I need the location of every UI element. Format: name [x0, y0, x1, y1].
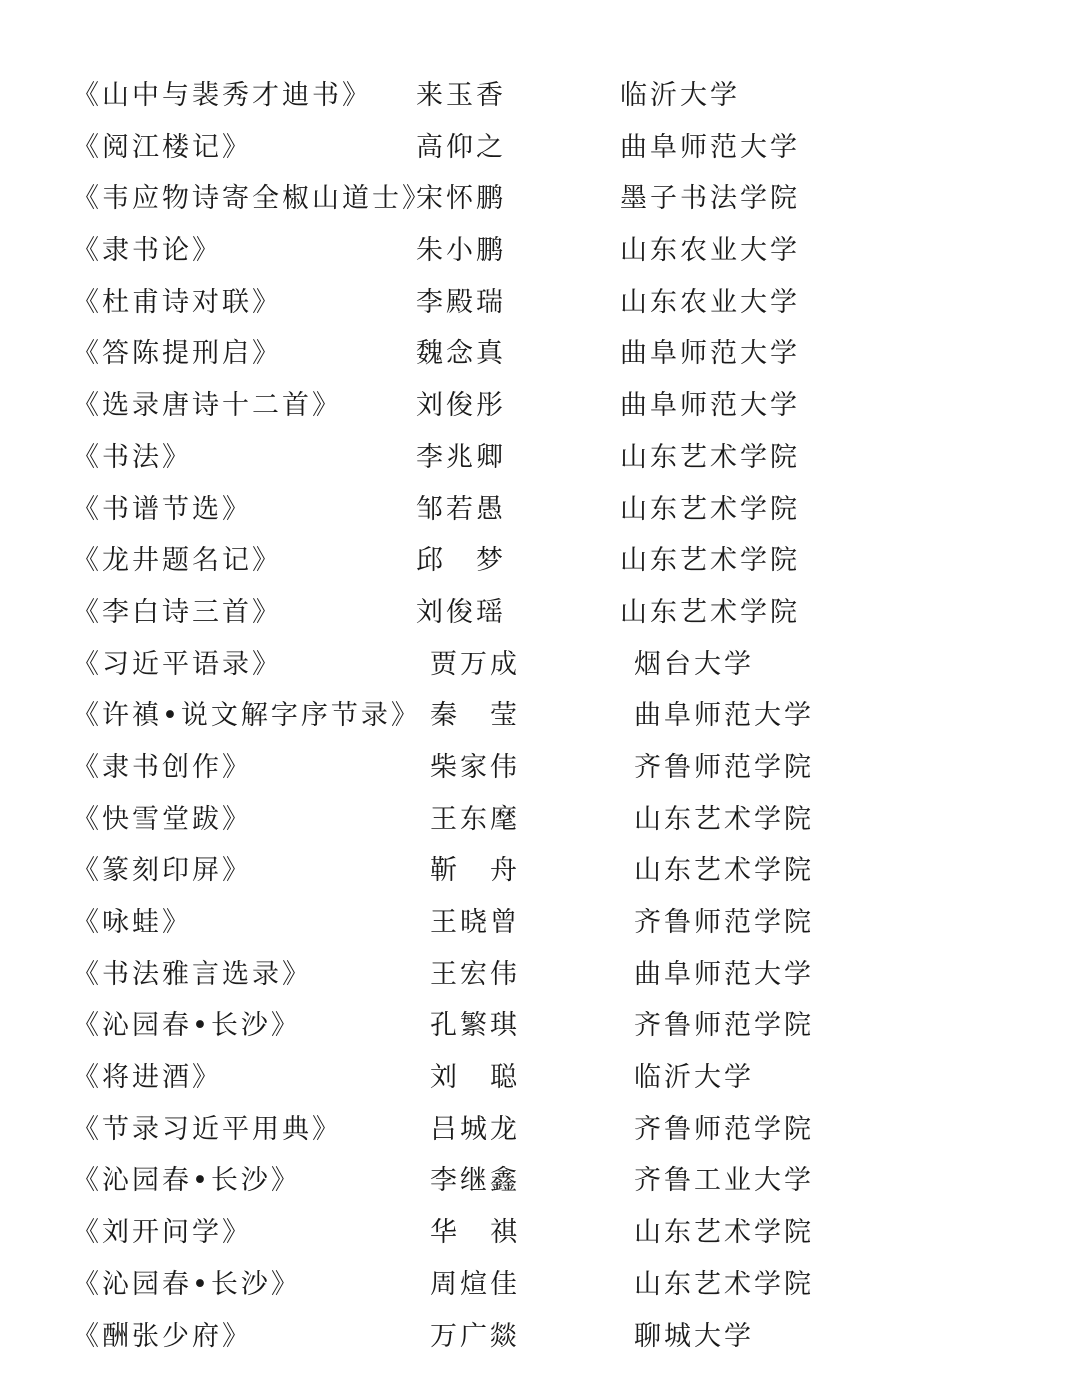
institution: 曲阜师范大学	[634, 700, 814, 732]
author-name: 高仰之	[416, 131, 506, 163]
work-title: 《咏蛙》	[72, 907, 192, 938]
author-name: 秦 莹	[430, 700, 520, 732]
list-row	[0, 1052, 1080, 1104]
author-name: 吕城龙	[430, 1113, 520, 1145]
author-name: 宋怀鹏	[416, 183, 506, 215]
author-name: 朱小鹏	[416, 235, 506, 267]
author-name: 刘 聪	[430, 1062, 520, 1094]
work-title: 《沁园春•长沙》	[72, 1268, 301, 1300]
work-title: 《许禛•说文解字序节录》	[72, 700, 421, 732]
list-row	[0, 1104, 1080, 1156]
work-title: 《酬张少府》	[72, 1320, 252, 1352]
work-title: 《阅江楼记》	[72, 131, 252, 163]
author-name: 王东麾	[430, 803, 520, 835]
author-name: 王宏伟	[430, 958, 520, 990]
work-title: 《书法雅言选录》	[72, 958, 312, 990]
list-row	[0, 328, 1080, 380]
list-row	[0, 122, 1080, 174]
institution: 山东艺术学院	[620, 596, 800, 628]
work-title: 《李白诗三首》	[72, 596, 282, 628]
author-name: 王晓曾	[430, 907, 520, 938]
author-name: 魏念真	[416, 338, 506, 370]
list-row	[0, 949, 1080, 1001]
list-row	[0, 690, 1080, 742]
work-title: 《韦应物诗寄全椒山道士》	[72, 183, 432, 215]
work-title: 《书谱节选》	[72, 493, 252, 525]
author-name: 贾万成	[430, 648, 520, 680]
list-row	[0, 587, 1080, 639]
list-row	[0, 794, 1080, 846]
institution: 山东艺术学院	[634, 855, 814, 887]
list-row	[0, 1207, 1080, 1259]
institution: 齐鲁师范学院	[634, 1010, 814, 1042]
work-title: 《沁园春•长沙》	[72, 1010, 301, 1042]
institution: 烟台大学	[634, 648, 754, 680]
work-title: 《刘开问学》	[72, 1217, 252, 1249]
institution: 聊城大学	[634, 1320, 754, 1352]
work-title: 《节录习近平用典》	[72, 1113, 342, 1145]
institution: 山东艺术学院	[620, 493, 800, 525]
institution: 临沂大学	[634, 1062, 754, 1094]
author-name: 周煊佳	[430, 1268, 520, 1300]
author-name: 孔繁琪	[430, 1010, 520, 1042]
work-title: 《答陈提刑启》	[72, 338, 282, 370]
work-title: 《隶书创作》	[72, 751, 252, 783]
list-row	[0, 484, 1080, 536]
institution: 齐鲁师范学院	[634, 1113, 814, 1145]
author-name: 邹若愚	[416, 493, 506, 525]
list-row	[0, 897, 1080, 949]
institution: 曲阜师范大学	[634, 958, 814, 990]
work-title: 《选录唐诗十二首》	[72, 390, 342, 422]
author-name: 柴家伟	[430, 751, 520, 783]
list-row	[0, 1311, 1080, 1363]
author-name: 来玉香	[416, 80, 506, 111]
author-name: 李殿瑞	[416, 286, 506, 318]
work-title: 《龙井题名记》	[72, 545, 282, 577]
institution: 墨子书法学院	[620, 183, 800, 215]
work-title: 《山中与裴秀才迪书》	[72, 80, 372, 111]
institution: 山东艺术学院	[634, 1268, 814, 1300]
institution: 齐鲁师范学院	[634, 751, 814, 783]
author-name: 邱 梦	[416, 545, 506, 577]
institution: 曲阜师范大学	[620, 390, 800, 422]
work-title: 《快雪堂跋》	[72, 803, 252, 835]
list-row	[0, 70, 1080, 122]
work-title: 《杜甫诗对联》	[72, 286, 282, 318]
work-title: 《书法》	[72, 441, 192, 473]
list-row	[0, 432, 1080, 484]
list-row	[0, 277, 1080, 329]
list-row	[0, 1259, 1080, 1311]
list-row	[0, 1155, 1080, 1207]
author-name: 靳 舟	[430, 855, 520, 887]
list-row	[0, 1000, 1080, 1052]
institution: 齐鲁工业大学	[634, 1165, 814, 1197]
author-name: 华 祺	[430, 1217, 520, 1249]
institution: 山东艺术学院	[620, 441, 800, 473]
list-row	[0, 639, 1080, 691]
author-name: 万广燚	[430, 1320, 520, 1352]
list-row	[0, 380, 1080, 432]
institution: 齐鲁师范学院	[634, 907, 814, 938]
work-title: 《篆刻印屏》	[72, 855, 252, 887]
author-name: 刘俊彤	[416, 390, 506, 422]
work-title: 《沁园春•长沙》	[72, 1165, 301, 1197]
author-name: 李兆卿	[416, 441, 506, 473]
work-title: 《习近平语录》	[72, 648, 282, 680]
institution: 曲阜师范大学	[620, 131, 800, 163]
work-title: 《隶书论》	[72, 235, 222, 267]
list-row	[0, 173, 1080, 225]
author-name: 刘俊瑶	[416, 596, 506, 628]
award-list	[0, 70, 1080, 1362]
list-row	[0, 535, 1080, 587]
institution: 山东农业大学	[620, 286, 800, 318]
list-row	[0, 845, 1080, 897]
list-row	[0, 225, 1080, 277]
institution: 曲阜师范大学	[620, 338, 800, 370]
institution: 山东艺术学院	[634, 803, 814, 835]
institution: 临沂大学	[620, 80, 740, 111]
institution: 山东农业大学	[620, 235, 800, 267]
institution: 山东艺术学院	[634, 1217, 814, 1249]
list-row	[0, 742, 1080, 794]
author-name: 李继鑫	[430, 1165, 520, 1197]
work-title: 《将进酒》	[72, 1062, 222, 1094]
institution: 山东艺术学院	[620, 545, 800, 577]
